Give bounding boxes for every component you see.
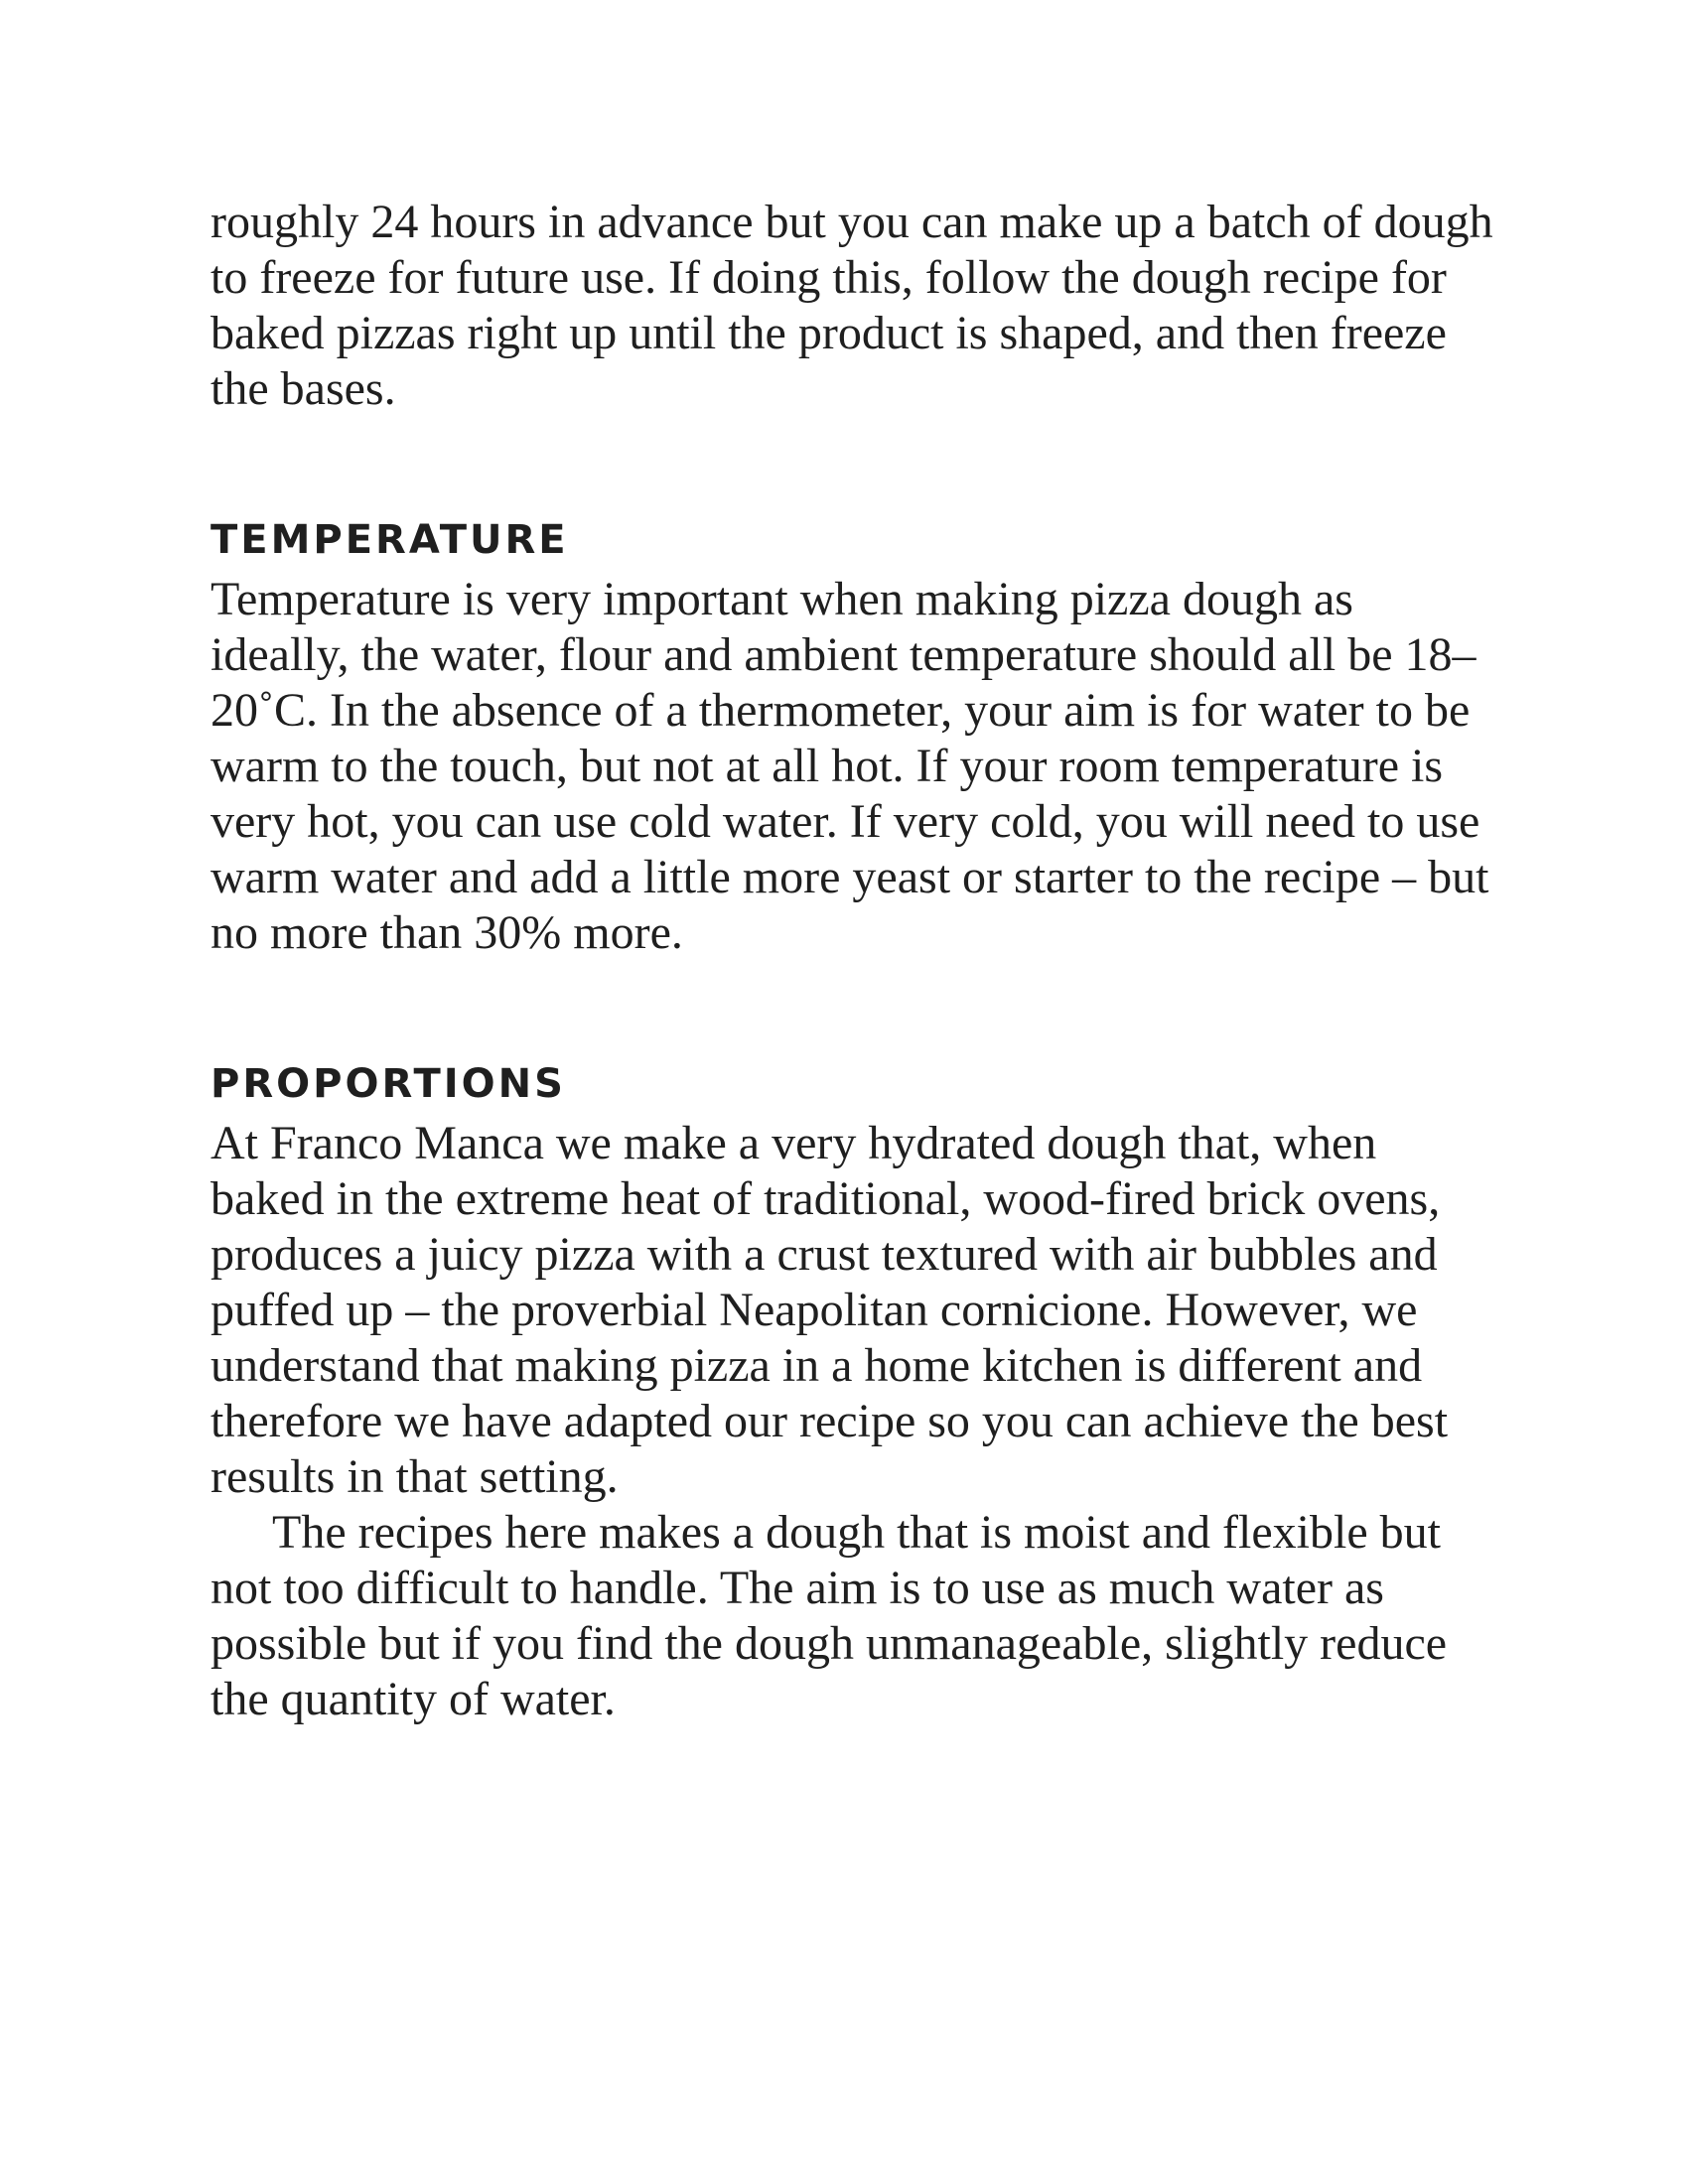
temperature-heading: TEMPERATURE bbox=[211, 517, 569, 563]
proportions-paragraph-2: The recipes here makes a dough that is moist and flexible but not too difficult to handle. The aim is to use as much water as possible but if you find the dough unmanageable, slightly reduce the quantity of water. bbox=[211, 1506, 1448, 1725]
intro-paragraph: roughly 24 hours in advance but you can make up a batch of dough to freeze for future use. If doing this, follow the dough recipe for baked pizzas right up until the product is shaped, and then freeze the bases. bbox=[211, 196, 1493, 415]
proportions-heading: PROPORTIONS bbox=[211, 1061, 566, 1107]
document-page bbox=[211, 195, 1501, 1727]
proportions-section bbox=[211, 1056, 1501, 1727]
temperature-section bbox=[211, 512, 1501, 961]
temperature-paragraph: Temperature is very important when making pizza dough as ideally, the water, flour and ambient temperature should all be 18–20˚C. In the absence of a thermometer, your aim is for water to be warm to the touch, but not at all hot. If your room temperature is very hot, you can use cold water. If very cold, you will need to use warm water and add a little more yeast or starter to the recipe – but no more than 30% more. bbox=[211, 573, 1489, 959]
proportions-paragraph-1: At Franco Manca we make a very hydrated dough that, when baked in the extreme heat of traditional, wood-fired brick ovens, produces a juicy pizza with a crust textured with air bubbles and puffed up – the proverbial Neapolitan cornicione. However, we understand that making pizza in a home kitchen is different and therefore we have adapted our recipe so you can achieve the best results in that setting. bbox=[211, 1117, 1449, 1503]
